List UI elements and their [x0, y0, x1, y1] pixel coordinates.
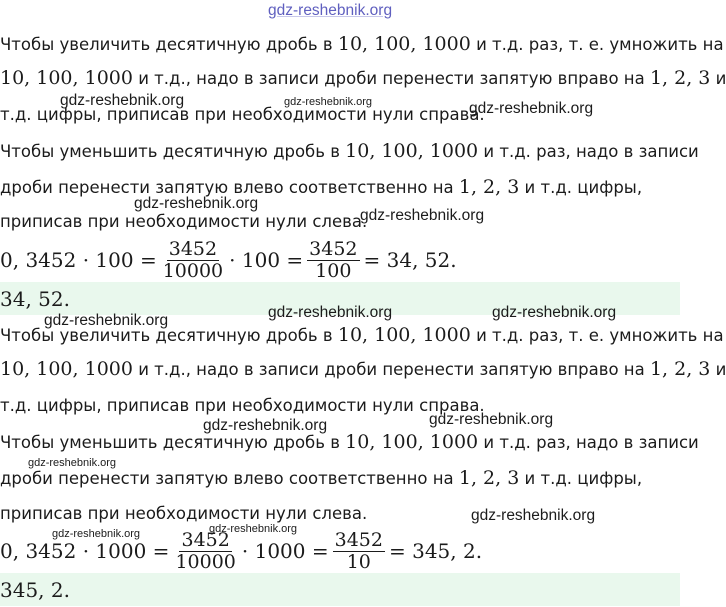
rule-divide-line-2: дроби перенести запятую влево соответственно на 1, 2, 3 и т.д. цифры, [0, 467, 643, 489]
watermark: gdz-reshebnik.org [284, 96, 373, 108]
answer-1: 34, 52. [0, 282, 680, 315]
rule-multiply-line-1: Чтобы увеличить десятичную дробь в 10, 100, 1000 и т.д. раз, т. е. умножить на [0, 33, 724, 55]
watermark: gdz-reshebnik.org [492, 304, 617, 321]
equation-1: 0, 3452 · 100 = $\frac{3452}{10000}$ · 100 = $\frac{3452}{100}$ = 34, 52. [0, 237, 457, 282]
watermark: gdz-reshebnik.org [52, 528, 141, 540]
fraction-1a: $\frac{3452}{10000}$ [162, 237, 224, 282]
watermark: gdz-reshebnik.org [209, 523, 298, 535]
watermark: gdz-reshebnik.org [28, 457, 117, 469]
watermark: gdz-reshebnik.org [44, 312, 169, 329]
rule-divide-line-2: дроби перенести запятую влево соответственно на 1, 2, 3 и т.д. цифры, [0, 176, 643, 198]
answer-2: 345, 2. [0, 573, 680, 606]
fraction-2b: $\frac{3452}{10}$ [334, 528, 383, 573]
rule-divide-line-3: приписав при необходимости нули слева. [0, 504, 368, 523]
rule-multiply-line-3: т.д. цифры, приписав при необходимости нули справа. [0, 105, 485, 124]
watermark: gdz-reshebnik.org [469, 100, 594, 117]
equation-2: 0, 3452 · 1000 = $\frac{3452}{10000}$ · 1000 = $\frac{3452}{10}$ = 345, 2. [0, 528, 483, 573]
watermark-top-link[interactable]: gdz-reshebnik.org [268, 2, 393, 19]
watermark: gdz-reshebnik.org [471, 507, 596, 524]
watermark: gdz-reshebnik.org [134, 195, 259, 212]
fraction-2a: $\frac{3452}{10000}$ [175, 528, 236, 573]
rule-multiply-line-2: 10, 100, 1000 и т.д., надо в записи дроби перенести запятую вправо на 1, 2, 3 и [0, 358, 726, 380]
rule-divide-line-1: Чтобы уменьшить десятичную дробь в 10, 100, 1000 и т.д. раз, надо в записи [0, 140, 699, 162]
rule-multiply-line-1: Чтобы увеличить десятичную дробь в 10, 100, 1000 и т.д. раз, т. е. умножить на [0, 324, 724, 346]
fraction-1b: $\frac{3452}{100}$ [309, 237, 358, 282]
rule-multiply-line-3: т.д. цифры, приписав при необходимости нули справа. [0, 396, 485, 415]
watermark: gdz-reshebnik.org [203, 417, 328, 434]
watermark: gdz-reshebnik.org [60, 92, 185, 109]
watermark: gdz-reshebnik.org [360, 207, 485, 224]
watermark: gdz-reshebnik.org [429, 411, 554, 428]
watermark: gdz-reshebnik.org [268, 304, 393, 321]
rule-divide-line-1: Чтобы уменьшить десятичную дробь в 10, 100, 1000 и т.д. раз, надо в записи [0, 431, 699, 453]
rule-divide-line-3: приписав при необходимости нули слева. [0, 212, 368, 231]
rule-multiply-line-2: 10, 100, 1000 и т.д., надо в записи дроби перенести запятую вправо на 1, 2, 3 и [0, 67, 726, 89]
